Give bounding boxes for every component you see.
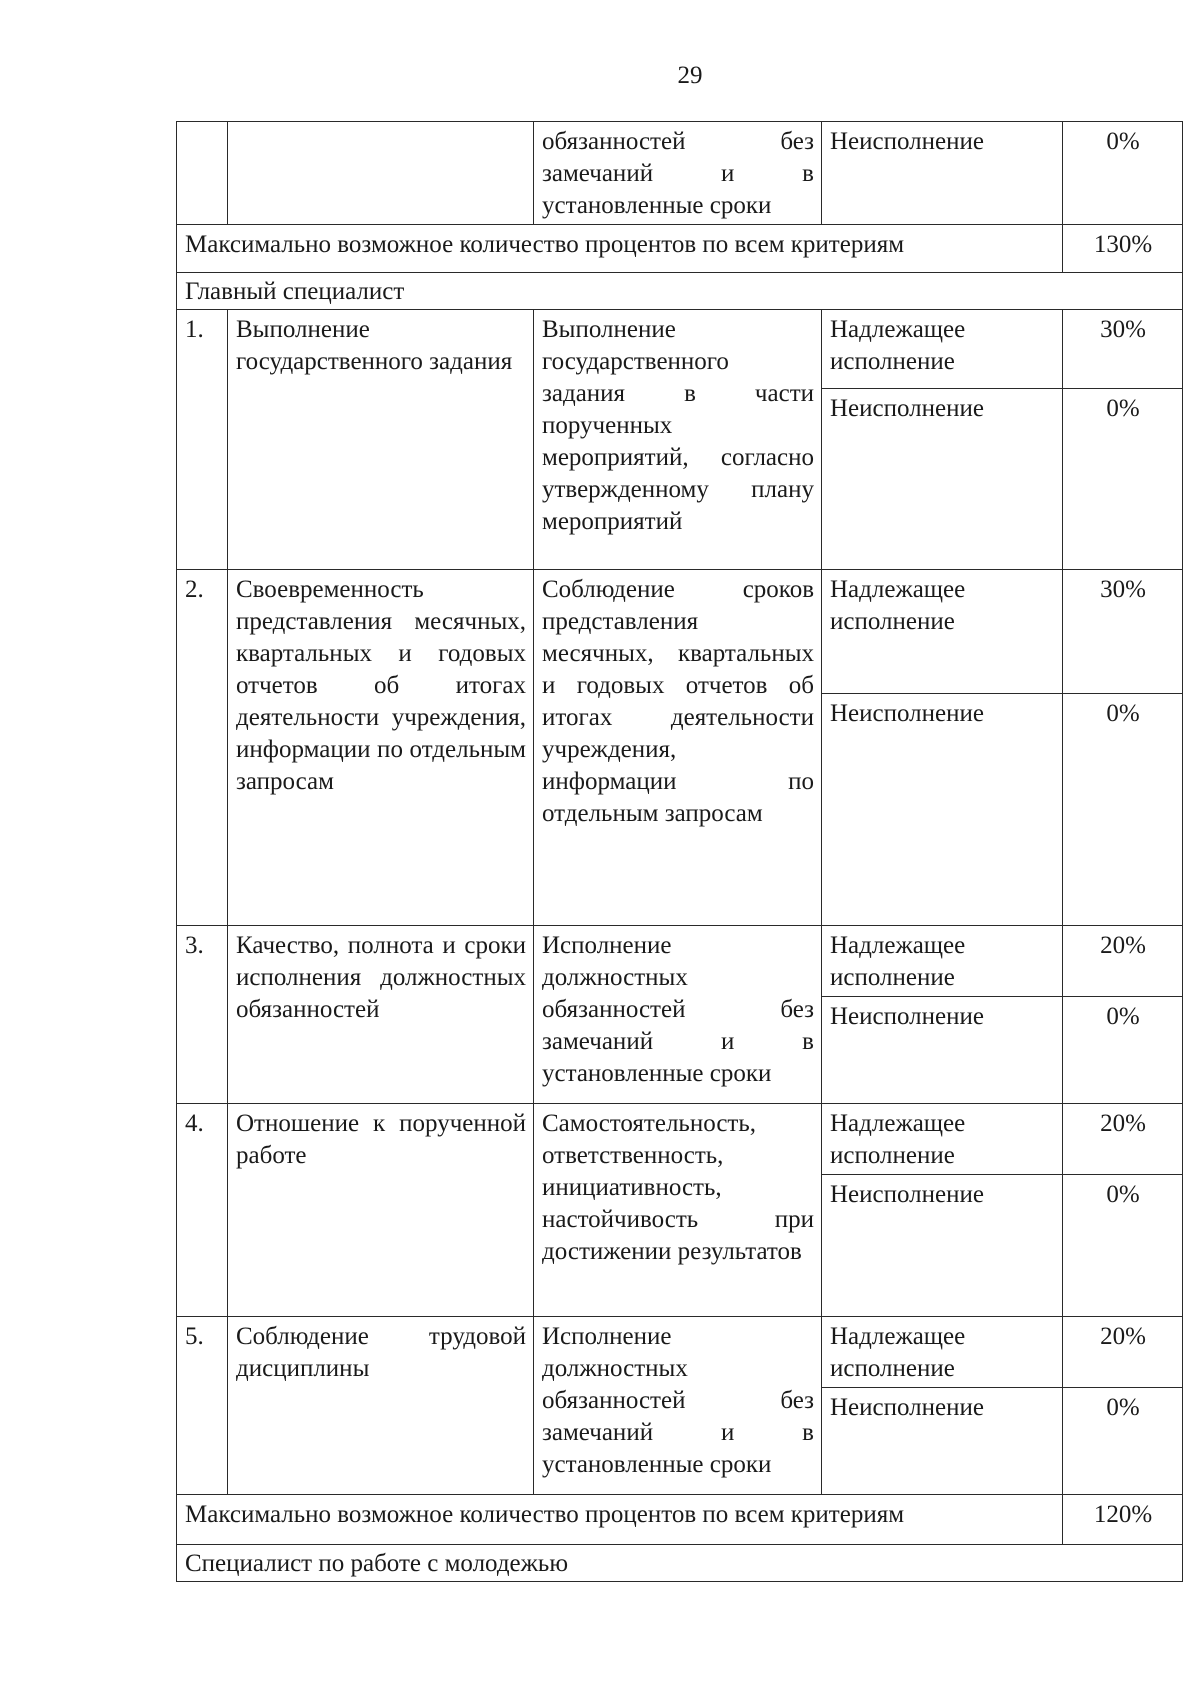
criterion-cell: Качество, полнота и сроки исполнения должностных обязанностей [228,926,534,1104]
table-row [177,1104,1183,1175]
row-number: 1. [177,310,228,570]
section-title: Главный специалист [177,273,1183,310]
total-value: 120% [1063,1495,1183,1545]
total-label: Максимально возможное количество процентов по всем критериям [177,225,1063,273]
section-header-row [177,273,1183,310]
total-row [177,1495,1183,1545]
status-cell-bad: Неисполнение [822,389,1063,570]
table-row [177,310,1183,389]
indicator-cell: Исполнение должностных обязанностей без замечаний и в установленные сроки [534,1317,822,1495]
indicator-cell: Самостоятельность, ответственность, инициативность, настойчивость при достижении результатов [534,1104,822,1317]
percent-cell-good: 30% [1063,570,1183,694]
percent-cell-good: 20% [1063,1317,1183,1388]
percent-cell-bad: 0% [1063,1388,1183,1495]
status-cell-bad: Неисполнение [822,997,1063,1104]
percent-cell: 0% [1063,122,1183,225]
percent-cell-bad: 0% [1063,694,1183,926]
page-number: 29 [677,62,703,89]
status-cell-good: Надлежащее исполнение [822,1104,1063,1175]
criterion-cell: Своевременность представления месячных, квартальных и годовых отчетов об итогах деятельности учреждения, информации по отдельным запросам [228,570,534,926]
indicator-cell: Соблюдение сроков представления месячных, квартальных и годовых отчетов об итогах деятельности учреждения, информации по отдельным запросам [534,570,822,926]
table-row-continued [177,122,1183,225]
indicator-cell: Исполнение должностных обязанностей без замечаний и в установленные сроки [534,926,822,1104]
criterion-cell: Выполнение государственного задания [228,310,534,570]
criteria-table-wrapper [176,121,1182,1582]
total-value: 130% [1063,225,1183,273]
section-title: Специалист по работе с молодежью [177,1545,1183,1582]
table-row [177,1317,1183,1388]
table-row [177,926,1183,997]
criterion-cell: Соблюдение трудовой дисциплины [228,1317,534,1495]
status-cell-bad: Неисполнение [822,1175,1063,1317]
status-cell-good: Надлежащее исполнение [822,1317,1063,1388]
num-cell-empty [177,122,228,225]
section-header-row [177,1545,1183,1582]
row-number: 4. [177,1104,228,1317]
percent-cell-bad: 0% [1063,389,1183,570]
total-label: Максимально возможное количество процентов по всем критериям [177,1495,1063,1545]
status-cell-good: Надлежащее исполнение [822,310,1063,389]
status-cell-good: Надлежащее исполнение [822,570,1063,694]
percent-cell-good: 30% [1063,310,1183,389]
percent-cell-bad: 0% [1063,1175,1183,1317]
row-number: 3. [177,926,228,1104]
table-row [177,570,1183,694]
total-row [177,225,1183,273]
percent-cell-good: 20% [1063,926,1183,997]
row-number: 5. [177,1317,228,1495]
status-cell-bad: Неисполнение [822,694,1063,926]
percent-cell-bad: 0% [1063,997,1183,1104]
criterion-cell: Отношение к порученной работе [228,1104,534,1317]
criteria-table [176,121,1183,1582]
status-cell-bad: Неисполнение [822,1388,1063,1495]
indicator-cell: Выполнение государственного задания в части порученных мероприятий, согласно утвержденному плану мероприятий [534,310,822,570]
status-cell-good: Надлежащее исполнение [822,926,1063,997]
indicator-cell: обязанностей без замечаний и в установленные сроки [534,122,822,225]
status-cell: Неисполнение [822,122,1063,225]
criterion-cell-empty [228,122,534,225]
percent-cell-good: 20% [1063,1104,1183,1175]
row-number: 2. [177,570,228,926]
